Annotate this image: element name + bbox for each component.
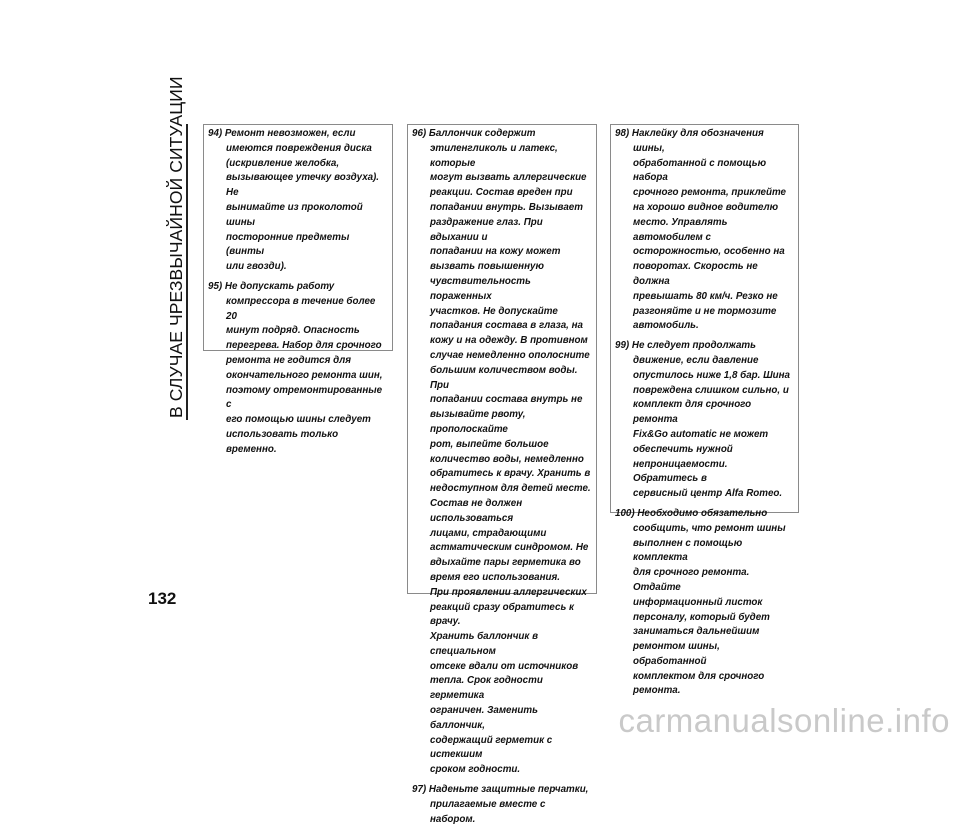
note-item: [412, 127, 592, 778]
note-text: Баллончик содержит этиленгликоль и латекс, которые могут вызвать аллергические реакции. Состав вреден при попадании внутрь. Вызывает раздражение глаз. При вдыхании и попадании на кожу может вызвать повышенную чувствительность пораженных участков. Не допускайте попадания состава в глаза, на кожу и на одежду. В противном случае немедленно ополосните большим количеством воды. При попадании состава внутрь не вызывайте рвоту, прополоскайте рот, выпейте большое количество воды, немедленно обратитесь к врачу. Хранить в недоступном для детей месте. Состав не должен использоваться лицами, страдающими астматическим синдромом. Не вдыхайте пары герметика во время его использования. При проявлении аллергических реакций сразу обратитесь к врачу. Хранить баллончик в специальном отсеке вдали от источников тепла. Срок годности герметика ограничен. Заменить баллончик, содержащий герметик с истекшим сроком годности.: [428, 128, 591, 776]
note-item: [208, 127, 388, 275]
note-item: [615, 127, 794, 334]
note-number: 97): [412, 784, 427, 796]
note-text: Ремонт невозможен, если имеются повреждения диска (искривление желобка, вызывающее утечку воздуха). Не вынимайте из проколотой шины посторонние предметы (винты или гвозди).: [224, 128, 379, 273]
note-number: 99): [615, 340, 630, 352]
note-number: 94): [208, 128, 223, 139]
note-text: Наденьте защитные перчатки, прилагаемые вместе с набором.: [428, 784, 589, 825]
note-item: [412, 783, 592, 827]
note-number: 100): [615, 507, 635, 519]
notes-box-1: [203, 124, 393, 455]
watermark: carmanualsonline.info: [618, 702, 950, 739]
note-item: [208, 280, 388, 458]
note-text: Необходимо обязательно сообщить, что ремонт шины выполнен с помощью комплекта для срочного ремонта. Отдайте информационный листок персоналу, который будет заниматься дальнейшим ремонтом шины, обработанной комплектом для срочного ремонта.: [633, 507, 786, 697]
note-text: Не допускать работу компрессора в течение более 20 минут подряд. Опасность перегрева. Набор для срочного ремонта не годится для окончательного ремонта шин, поэтому отремонтированные с его помощью шины следует использовать только временно.: [224, 280, 383, 455]
note-text: Не следует продолжать движение, если давление опустилось ниже 1,8 бар. Шина повреждена слишком сильно, и комплект для срочного ремонта Fix&Go automatic не может обеспечить нужной непроницаемости. Обратитесь в сервисный центр Alfa Romeo.: [631, 340, 791, 500]
section-divider: [186, 124, 188, 420]
notes-box-2: [407, 124, 597, 825]
note-number: 96): [412, 128, 427, 139]
notes-box-3: [610, 124, 799, 697]
note-number: 95): [208, 280, 223, 292]
note-item: [615, 339, 794, 502]
note-number: 98): [615, 128, 630, 139]
note-item: [615, 507, 794, 699]
page-number: 132: [148, 589, 177, 608]
section-title: В СЛУЧАЕ ЧРЕЗВЫЧАЙНОЙ СИТУАЦИИ: [166, 76, 186, 418]
note-text: Наклейку для обозначения шины, обработанной с помощью набора срочного ремонта, приклейте на хорошо видное водителю место. Управлять автомобилем с осторожностью, особенно на поворотах. Скорость не должна превышать 80 км/ч. Резко не разгоняйте и не тормозите автомобиль.: [631, 128, 787, 332]
